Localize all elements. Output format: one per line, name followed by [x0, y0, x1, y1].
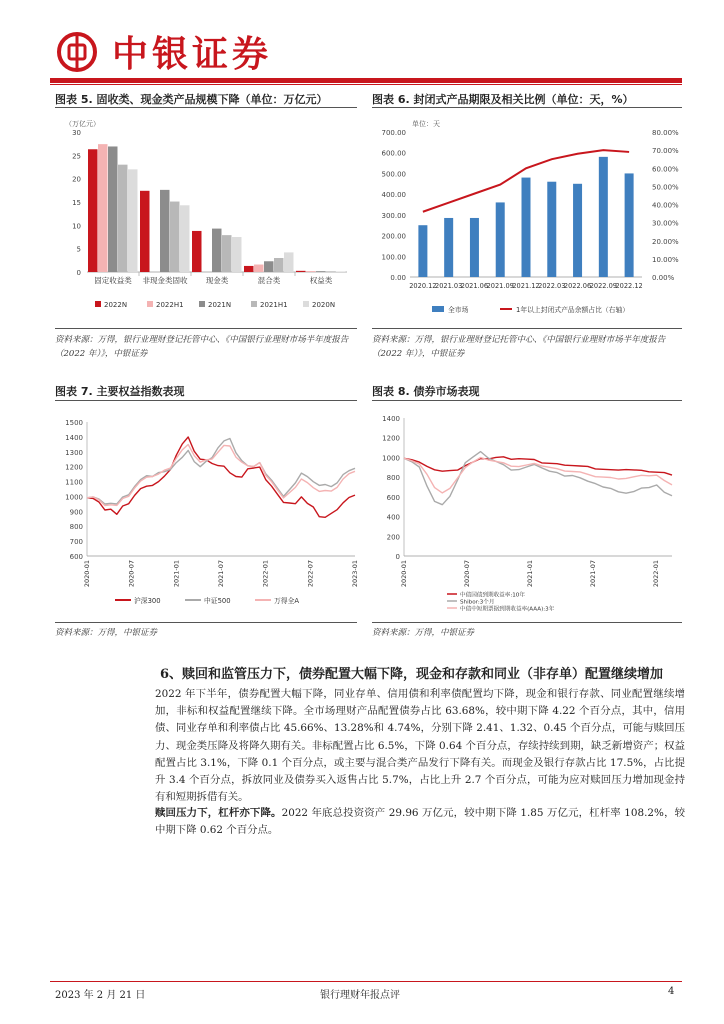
fig7-ytick-label: 700: [69, 538, 83, 547]
fig8-xtick-label: 2021-01: [526, 560, 535, 588]
fig6-bar: [522, 178, 531, 277]
fig5-bar: [160, 190, 170, 272]
fig6-ytick-right-label: 40.00%: [652, 201, 679, 210]
fig5-category-label: 权益类: [309, 276, 333, 285]
fig8-xtick-label: 2021-07: [589, 560, 598, 588]
fig5-legend-swatch: [147, 301, 153, 307]
fig5-ytick-label: 0: [76, 269, 81, 277]
fig5-bar: [88, 149, 98, 272]
fig8-title: 图表 8. 债券市场表现: [372, 385, 480, 398]
fig8-xtick-label: 2020-01: [400, 560, 408, 588]
fig6-legend-swatch: [432, 306, 444, 312]
fig7-line-series: [87, 445, 355, 506]
section-paragraph-1: 2022 年下半年，债券配置大幅下降，同业存单、信用债和利率债配置均下降，现金和银行存款、同业配置继续增加，非标和权益配置继续下降。全市场理财产品配置债券占比 63.68%，较中期下降 4.22 个百分点，其中，信用债、同业存单和利率债占比 45.66%、13.28%和 4.74%，分别下降 2.41、1.32、0.45 个百分点，可能与赎回压力、现金类压降及将降久期有关。非标配置占比 6.5%，下降 0.64 个百分点，存续持续到期，缺乏新增资产；权益配置占比 3.1%，下降 0.1 个百分点，或主要与混合类产品发行下降有关。而现金及银行存款占比 17.5%，占比提升 3.4 个百分点，拆放同业及债券买入返售占比 5.7%，占比上升 2.7 个百分点，可能为应对赎回压力增加现金持有和短期拆借有关。: [155, 688, 685, 804]
fig6-bar: [547, 182, 556, 277]
fig6-bar: [470, 218, 479, 277]
fig6-ytick-right-label: 70.00%: [652, 147, 679, 156]
fig6-category-label: 2021.09: [486, 282, 514, 290]
fig8-chart: [372, 404, 682, 620]
fig8-xtick-label: 2022-01: [652, 560, 661, 588]
fig5-ytick-label: 20: [72, 175, 81, 184]
fig5-bar: [264, 261, 274, 272]
fig5-bar: [296, 271, 306, 272]
fig6-ytick-right-label: 10.00%: [652, 255, 679, 264]
fig5-bar: [128, 169, 138, 272]
fig6-category-label: 2021.12: [512, 282, 540, 290]
fig5-title-rule: [55, 107, 357, 108]
fig7-legend-label: 万得全A: [274, 597, 300, 605]
fig8-ytick-label: 800: [386, 474, 400, 483]
fig7-ytick-label: 1300: [65, 448, 83, 457]
fig5-legend-swatch: [199, 301, 205, 307]
fig5-ytick-label: 5: [76, 245, 81, 254]
fig6-unit-label: 单位：天: [412, 120, 440, 128]
fig7-source-rule: [55, 622, 357, 623]
fig7-ytick-label: 1200: [65, 463, 83, 472]
fig5-bar: [98, 144, 108, 272]
fig7-xtick-label: 2020-01: [83, 560, 91, 588]
fig6-ytick-right-label: 20.00%: [652, 237, 679, 246]
fig8-legend-label: 中债中短期票据到期收益率(AAA):3年: [460, 606, 555, 613]
fig5-bar: [336, 271, 346, 272]
fig5-bar: [316, 271, 326, 272]
fig5-bar: [274, 258, 284, 272]
fig8-ytick-label: 600: [386, 493, 400, 502]
fig5-legend-swatch: [95, 301, 101, 307]
fig5-bar: [212, 229, 222, 272]
fig6-ytick-left-label: 200.00: [381, 232, 406, 241]
fig7-ytick-label: 1400: [65, 433, 83, 442]
fig7-ytick-label: 800: [69, 523, 83, 532]
fig5-bar: [232, 237, 242, 272]
footer-rule: [50, 981, 682, 982]
fig6-legend-label: 全市场: [448, 306, 469, 314]
fig7-legend-label: 沪深300: [134, 597, 161, 605]
header-rule-thin: [50, 84, 682, 85]
fig5-legend-label: 2022H1: [156, 301, 184, 309]
fig5-legend-label: 2020N: [312, 301, 336, 309]
fig6-ytick-right-label: 60.00%: [652, 165, 679, 174]
fig5-bar: [192, 231, 202, 272]
fig7-xtick-label: 2022-01: [261, 560, 270, 588]
fig5-legend-label: 2021N: [208, 301, 232, 309]
fig6-bar: [599, 157, 608, 277]
fig8-ytick-label: 200: [386, 533, 400, 542]
fig7-ytick-label: 900: [69, 508, 83, 517]
fig7-xtick-label: 2022-07: [306, 560, 315, 588]
fig6-bar: [625, 173, 634, 277]
fig5-ytick-label: 10: [72, 222, 81, 231]
paragraph-2-body: 2022 年底总投资资产 29.96 万亿元，较中期下降 1.85 万亿元，杠杆率 108.2%，较中期下降 0.62 个百分点。: [155, 807, 686, 837]
fig7-legend-label: 中证500: [204, 597, 231, 605]
section-paragraph-2: [155, 805, 685, 839]
fig7-title: 图表 7. 主要权益指数表现: [55, 385, 185, 398]
fig5-bar: [284, 252, 294, 272]
brand-name: 中银证券: [112, 34, 273, 75]
fig6-title-rule: [372, 107, 682, 108]
fig5-bar: [170, 202, 180, 272]
fig5-category-label: 混合类: [257, 276, 281, 285]
fig5-legend-swatch: [303, 301, 309, 307]
fig5-bar: [244, 266, 254, 272]
footer-page-number: 4: [668, 986, 675, 997]
fig6-ytick-left-label: 400.00: [381, 191, 406, 200]
header-rule: [50, 78, 682, 83]
fig6-ytick-left-label: 700.00: [381, 129, 406, 137]
fig5-ytick-label: 15: [72, 199, 81, 207]
fig6-ytick-right-label: 50.00%: [652, 183, 679, 192]
fig5-bar: [306, 271, 316, 272]
fig5-chart: [55, 110, 357, 325]
fig8-ytick-label: 400: [386, 513, 400, 522]
fig6-bar: [496, 202, 505, 277]
fig6-bar: [418, 225, 427, 277]
fig6-ytick-left-label: 500.00: [381, 170, 406, 179]
footer-date: 2023 年 2 月 21 日: [55, 990, 146, 1001]
fig6-source: 资料来源：万得，银行业理财登记托管中心、《中国银行业理财市场半年度报告（2022 年）》，中银证券: [372, 335, 666, 359]
fig8-source: 资料来源：万得，中银证券: [372, 628, 475, 638]
fig5-unit-label: （万亿元）: [65, 120, 100, 128]
fig8-title-rule: [372, 400, 682, 401]
fig6-ytick-left-label: 600.00: [381, 149, 406, 158]
fig7-xtick-label: 2020-07: [127, 560, 136, 588]
fig8-ytick-label: 0: [395, 553, 400, 561]
fig5-category-label: 非现金类固收: [142, 276, 188, 285]
fig5-bar: [326, 271, 336, 272]
fig6-bar: [444, 218, 453, 277]
fig6-ytick-right-label: 80.00%: [652, 129, 679, 137]
fig8-legend-label: Shibor:3个月: [460, 599, 495, 606]
fig6-source-rule: [372, 328, 682, 329]
fig6-ytick-right-label: 0.00%: [652, 274, 675, 282]
fig5-category-label: 现金类: [205, 276, 229, 285]
fig6-legend-label: 1年以上封闭式产品余额占比（右轴）: [516, 306, 630, 314]
fig7-ytick-label: 1500: [65, 419, 83, 427]
fig8-xtick-label: 2020-07: [463, 560, 472, 588]
fig5-bar: [180, 205, 190, 272]
fig5-source: 资料来源：万得，银行业理财登记托管中心、《中国银行业理财市场半年度报告（2022 年）》，中银证券: [55, 335, 349, 359]
fig6-ytick-right-label: 30.00%: [652, 219, 679, 228]
fig6-category-label: 2022.03: [538, 282, 566, 290]
fig6-bar: [573, 184, 582, 277]
fig6-chart: [372, 110, 682, 325]
fig8-line-series: [404, 458, 672, 493]
fig6-category-label: 2021.06: [460, 282, 489, 290]
fig7-ytick-label: 600: [69, 553, 83, 561]
fig7-chart: [55, 404, 357, 620]
fig5-ytick-label: 25: [72, 152, 81, 161]
fig6-category-label: 2022.09: [589, 282, 617, 290]
fig6-category-label: 2022.06: [563, 282, 592, 290]
fig6-category-label: 2022.12: [615, 282, 643, 290]
fig7-xtick-label: 2023-01: [351, 560, 359, 588]
section-heading: 6、赎回和监管压力下，债券配置大幅下降，现金和存款和同业（非存单）配置继续增加: [160, 667, 664, 682]
fig5-bar: [118, 165, 128, 272]
fig6-category-label: 2020.12: [409, 282, 437, 290]
fig5-title: 图表 5. 固收类、现金类产品规模下降（单位：万亿元）: [55, 93, 328, 106]
paragraph-2-lead: 赎回压力下，杠杆亦下降。: [155, 807, 282, 819]
fig6-ytick-left-label: 0.00: [390, 274, 406, 282]
fig7-xtick-label: 2021-07: [217, 560, 225, 588]
fig8-ytick-label: 1200: [382, 434, 400, 443]
fig6-title: 图表 6. 封闭式产品期限及相关比例（单位：天，%）: [372, 93, 634, 106]
fig6-ytick-left-label: 300.00: [381, 211, 406, 220]
fig5-legend-label: 2022N: [104, 301, 128, 309]
fig5-source-rule: [55, 328, 357, 329]
fig7-title-rule: [55, 400, 357, 401]
fig5-bar: [222, 235, 232, 272]
footer-report-type: 银行理财年报点评: [320, 990, 400, 1001]
fig8-ytick-label: 1400: [382, 415, 400, 423]
fig7-ytick-label: 1000: [65, 493, 83, 502]
bank-logo-icon: [57, 32, 97, 72]
fig8-ytick-label: 1000: [382, 454, 400, 463]
fig8-source-rule: [372, 622, 682, 623]
fig5-legend-label: 2021H1: [260, 301, 288, 309]
fig7-ytick-label: 1100: [65, 478, 83, 487]
fig5-ytick-label: 30: [72, 129, 81, 137]
fig5-bar: [254, 265, 264, 272]
fig5-bar: [140, 191, 150, 272]
fig5-bar: [108, 146, 118, 272]
fig7-source: 资料来源：万得，中银证券: [55, 628, 158, 638]
fig5-legend-swatch: [251, 301, 257, 307]
fig5-category-label: 固定收益类: [94, 276, 132, 285]
fig8-legend-label: 中债国债到期收益率:10年: [460, 592, 525, 599]
fig6-category-label: 2021.03: [435, 282, 463, 290]
fig7-xtick-label: 2021-01: [172, 560, 181, 588]
fig8-line-series: [404, 452, 672, 505]
fig6-ytick-left-label: 100.00: [381, 253, 406, 262]
